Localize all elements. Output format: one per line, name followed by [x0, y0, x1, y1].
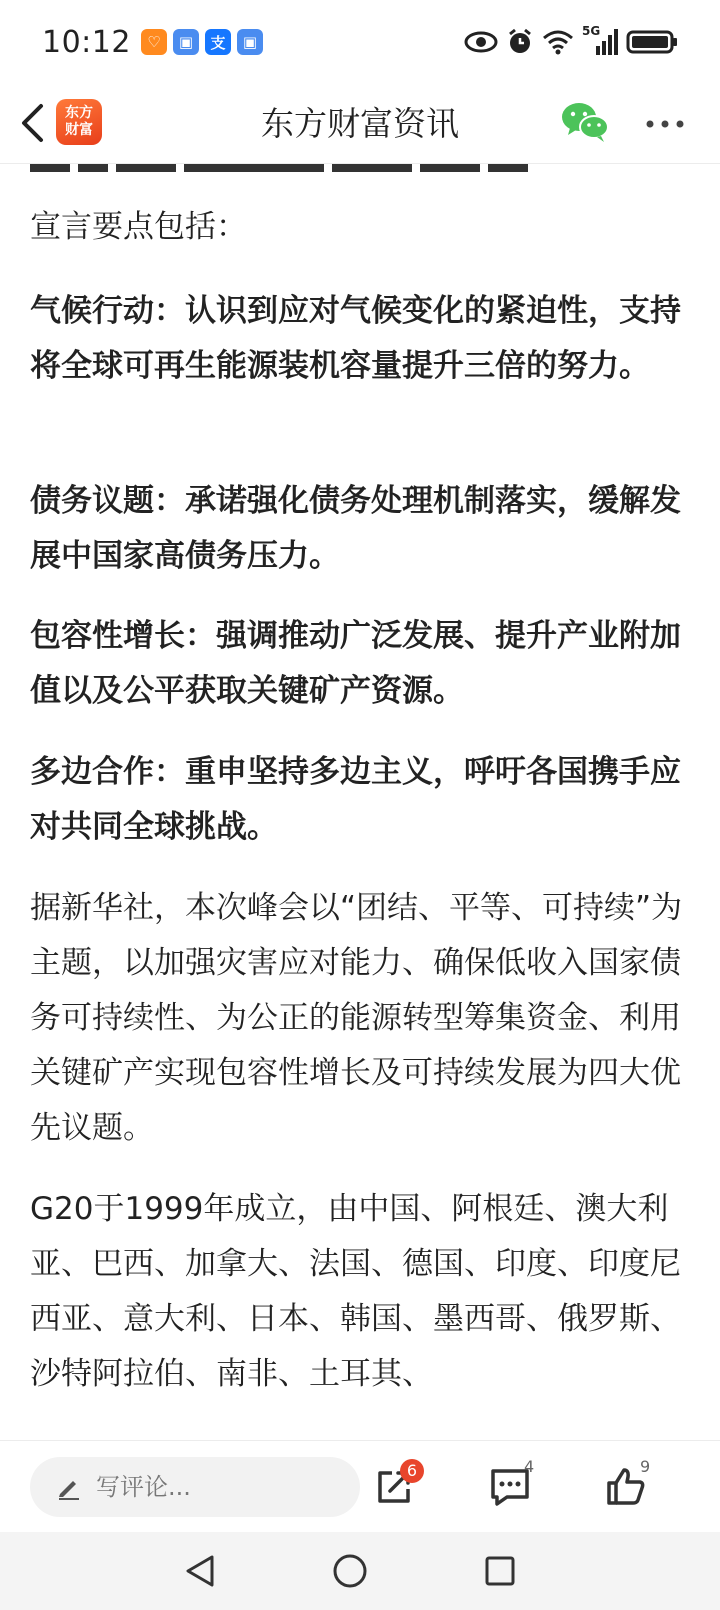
taobao-icon: ♡ [141, 29, 167, 55]
article-paragraph: 宣言要点包括： [30, 209, 247, 245]
article-paragraph: 债务议题：承诺强化债务处理机制落实，缓解发展中国家高债务压力。 [30, 483, 681, 574]
app-blue-icon: ▣ [173, 29, 199, 55]
article-content[interactable] [0, 164, 720, 1440]
share-button[interactable] [362, 1455, 426, 1519]
wifi-icon [542, 29, 574, 55]
page-title: 东方财富资讯 [261, 104, 459, 143]
clipped-text-line [30, 164, 690, 172]
comment-count: 4 [524, 1457, 535, 1476]
comment-box[interactable] [30, 1457, 360, 1517]
comments-button[interactable] [478, 1455, 542, 1519]
more-button[interactable] [640, 104, 690, 144]
triangle-back-icon [184, 1554, 216, 1588]
pen-icon [56, 1474, 82, 1500]
article-paragraph: 包容性增长：强调推动广泛发展、提升产业附加值以及公平获取关键矿产资源。 [30, 618, 681, 709]
bottom-action-bar [0, 1440, 720, 1532]
app-blue-2-icon: ▣ [237, 29, 263, 55]
app-logo [56, 99, 102, 145]
article-paragraph: 多边合作：重申坚持多边主义，呼吁各国携手应对共同全球挑战。 [30, 754, 681, 845]
article-paragraph: 气候行动：认识到应对气候变化的紧迫性，支持将全球可再生能源装机容量提升三倍的努力。 [30, 293, 681, 384]
like-count: 9 [640, 1457, 651, 1476]
cell-signal-icon [582, 24, 618, 56]
article-paragraph: 据新华社，本次峰会以“团结、平等、可持续”为主题，以加强灾害应对能力、确保低收入国家债务可持续性、为公正的能源转型筹集资金、利用关键矿产实现包容性增长及可持续发展为四大优先议题。 [30, 890, 683, 1146]
status-bar-left [42, 25, 263, 60]
network-label: 5G [582, 24, 601, 38]
nav-back-button[interactable] [180, 1551, 220, 1591]
chevron-left-icon [19, 103, 45, 143]
wechat-share-button[interactable] [560, 100, 610, 144]
back-button[interactable] [12, 98, 52, 148]
circle-home-icon [332, 1553, 368, 1589]
status-bar [0, 0, 720, 84]
alipay-icon: 支 [205, 29, 231, 55]
battery-icon [626, 29, 678, 55]
status-time: 10:12 [42, 24, 131, 60]
nav-recents-button[interactable] [480, 1551, 520, 1591]
article-paragraph: G20于1999年成立，由中国、阿根廷、澳大利亚、巴西、加拿大、法国、德国、印度、印度尼西亚、意大利、日本、韩国、墨西哥、俄罗斯、沙特阿拉伯、南非、土耳其、 [30, 1191, 681, 1392]
system-nav-bar [0, 1532, 720, 1610]
logo-text-line1: 东方 [65, 105, 93, 121]
eye-icon [464, 30, 498, 54]
status-bar-right [464, 24, 678, 56]
comment-input[interactable] [94, 1472, 328, 1502]
title-bar [0, 84, 720, 164]
like-button[interactable] [594, 1455, 658, 1519]
more-dots-icon [645, 119, 685, 129]
square-recents-icon [484, 1555, 516, 1587]
alarm-icon [506, 28, 534, 56]
nav-home-button[interactable] [330, 1551, 370, 1591]
logo-text-line2: 财富 [65, 122, 93, 138]
wechat-icon [560, 100, 610, 144]
share-badge: 6 [400, 1459, 424, 1483]
